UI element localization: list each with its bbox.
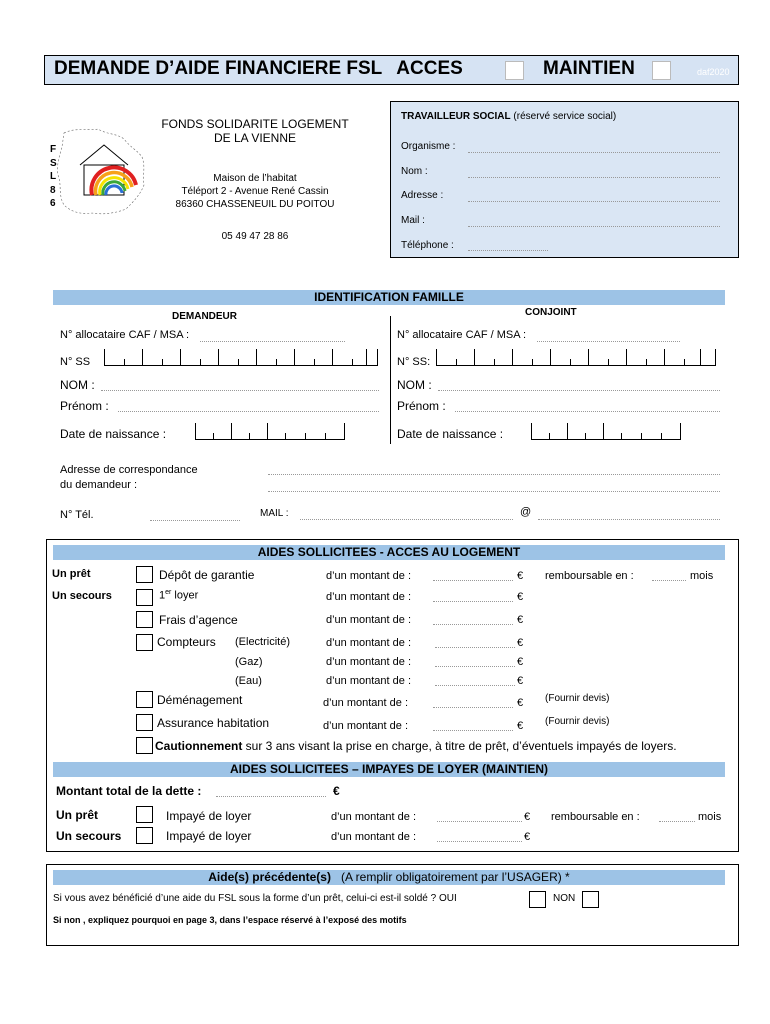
loyer-euro: €	[517, 591, 524, 603]
maintien-mois: mois	[698, 811, 722, 823]
frais-montant-field[interactable]	[433, 624, 513, 625]
acces-band: AIDES SOLLICITEES - ACCES AU LOGEMENT	[53, 545, 725, 560]
social-nom-field[interactable]	[468, 177, 720, 178]
eau-montant-field[interactable]	[435, 685, 515, 686]
tel-label: N° Tél.	[60, 509, 94, 521]
acces-checkbox[interactable]	[505, 61, 524, 80]
demandeur-caf-field[interactable]	[200, 341, 345, 342]
mail-label-2: MAIL :	[260, 508, 289, 519]
maintien-band: AIDES SOLLICITEES – IMPAYES DE LOYER (MAINTIEN)	[53, 762, 725, 777]
adresse-field-1[interactable]	[268, 474, 720, 475]
organisme-label: Organisme :	[401, 141, 456, 152]
maintien-secours-label: Impayé de loyer	[166, 829, 252, 843]
demandeur-naissance-label: Date de naissance :	[60, 427, 167, 441]
maintien-secours-checkbox[interactable]	[136, 827, 153, 844]
maintien-mois-field[interactable]	[659, 821, 695, 822]
assurance-euro: €	[517, 720, 524, 732]
demenagement-montant-field[interactable]	[433, 707, 513, 708]
conjoint-naissance-field[interactable]	[531, 423, 681, 440]
conjoint-caf-label: N° allocataire CAF / MSA :	[397, 329, 527, 341]
demandeur-heading: DEMANDEUR	[172, 311, 237, 322]
assurance-label: Assurance habitation	[157, 716, 270, 730]
total-dette-label: Montant total de la dette :	[56, 784, 202, 798]
maintien-pret-checkbox[interactable]	[136, 806, 153, 823]
precedentes-band: Aide(s) précédente(s) (A remplir obligatoirement par l’USAGER) *	[53, 870, 725, 885]
column-divider	[390, 316, 391, 444]
maintien-secours-montant: d’un montant de :	[331, 831, 417, 843]
frais-checkbox[interactable]	[136, 611, 153, 628]
elec-label: (Electricité)	[235, 636, 291, 648]
demandeur-ss-field[interactable]	[104, 349, 378, 366]
demenagement-label: Déménagement	[157, 693, 243, 707]
elec-montant: d’un montant de :	[326, 637, 412, 649]
fsl-address-2: Téléport 2 - Avenue René Cassin	[181, 186, 329, 197]
maintien-remboursable: remboursable en :	[551, 811, 640, 823]
maintien-checkbox[interactable]	[652, 61, 671, 80]
adresse-field-2[interactable]	[268, 491, 720, 492]
demandeur-naissance-field[interactable]	[195, 423, 345, 440]
fsl-address-1: Maison de l’habitat	[213, 173, 297, 184]
depot-label: Dépôt de garantie	[159, 568, 255, 582]
social-adresse-field[interactable]	[468, 201, 720, 202]
fsl-name-2: DE LA VIENNE	[213, 131, 297, 145]
at-symbol: @	[520, 506, 532, 518]
gaz-montant-field[interactable]	[435, 666, 515, 667]
maintien-pret-montant-field[interactable]	[437, 821, 522, 822]
assurance-montant: d’un montant de :	[323, 720, 409, 732]
demandeur-prenom-field[interactable]	[118, 411, 379, 412]
mail-field[interactable]	[300, 519, 513, 520]
maintien-un-pret: Un prêt	[56, 808, 98, 822]
adresse-label-2: du demandeur :	[60, 479, 138, 491]
acces-un-secours: Un secours	[52, 590, 112, 602]
social-mail-field[interactable]	[468, 226, 720, 227]
cautionnement-checkbox[interactable]	[136, 737, 153, 754]
assurance-checkbox[interactable]	[136, 714, 153, 731]
cautionnement-label: Cautionnement sur 3 ans visant la prise en charge, à titre de prêt, d’éventuels impayés de loyers.	[155, 739, 677, 753]
depot-montant-field[interactable]	[433, 580, 513, 581]
depot-euro: €	[517, 570, 524, 582]
compteurs-checkbox[interactable]	[136, 634, 153, 651]
conjoint-prenom-label: Prénom :	[397, 399, 446, 413]
identification-band: IDENTIFICATION FAMILLE	[53, 290, 725, 305]
maintien-un-secours: Un secours	[56, 829, 122, 843]
eau-montant: d’un montant de :	[326, 675, 412, 687]
demenagement-checkbox[interactable]	[136, 691, 153, 708]
logo-letters: F S L 8 6	[50, 144, 57, 209]
oui-checkbox[interactable]	[529, 891, 546, 908]
adresse-label: Adresse :	[401, 190, 444, 201]
demandeur-nom-label: NOM :	[60, 378, 95, 392]
conjoint-ss-field[interactable]	[436, 349, 716, 366]
gaz-euro: €	[517, 656, 524, 668]
depot-montant: d’un montant de :	[326, 570, 412, 582]
loyer-montant: d’un montant de :	[326, 591, 412, 603]
depot-remboursable: remboursable en :	[545, 570, 634, 582]
fsl-phone: 05 49 47 28 86	[221, 231, 289, 242]
elec-montant-field[interactable]	[435, 647, 515, 648]
non-checkbox[interactable]	[582, 891, 599, 908]
acces-un-pret: Un prêt	[52, 568, 91, 580]
depot-mois: mois	[690, 570, 714, 582]
fsl-logo	[46, 125, 156, 220]
conjoint-prenom-field[interactable]	[455, 411, 720, 412]
elec-euro: €	[517, 637, 524, 649]
non-label: NON	[553, 893, 576, 904]
total-dette-euro: €	[333, 784, 340, 798]
form-code: daf2020	[697, 67, 730, 77]
mail-domain-field[interactable]	[538, 519, 720, 520]
frais-label: Frais d’agence	[159, 613, 238, 627]
maintien-pret-euro: €	[524, 811, 531, 823]
conjoint-nom-label: NOM :	[397, 378, 432, 392]
conjoint-nom-field[interactable]	[438, 390, 720, 391]
precedentes-question: Si vous avez bénéficié d’une aide du FSL sous la forme d’un prêt, celui-ci est-il soldé ? OUI	[53, 893, 457, 904]
demandeur-nom-field[interactable]	[101, 390, 379, 391]
demandeur-prenom-label: Prénom :	[60, 399, 109, 413]
maintien-pret-label: Impayé de loyer	[166, 809, 252, 823]
assurance-montant-field[interactable]	[433, 730, 513, 731]
loyer-montant-field[interactable]	[433, 601, 513, 602]
social-heading: TRAVAILLEUR SOCIAL (réservé service social)	[401, 111, 617, 122]
conjoint-naissance-label: Date de naissance :	[397, 427, 504, 441]
demenagement-montant: d’un montant de :	[323, 697, 409, 709]
frais-montant: d’un montant de :	[326, 614, 412, 626]
gaz-montant: d’un montant de :	[326, 656, 412, 668]
adresse-label-1: Adresse de correspondance	[60, 464, 198, 476]
assurance-devis: (Fournir devis)	[545, 716, 610, 727]
demenagement-devis: (Fournir devis)	[545, 693, 610, 704]
maintien-label: MAINTIEN	[543, 58, 635, 79]
form-title: DEMANDE D’AIDE FINANCIERE FSL ACCES	[54, 58, 463, 79]
conjoint-heading: CONJOINT	[525, 307, 577, 318]
frais-euro: €	[517, 614, 524, 626]
organisme-field[interactable]	[468, 152, 720, 153]
fsl-address-3: 86360 CHASSENEUIL DU POITOU	[175, 199, 335, 210]
conjoint-ss-label: N° SS:	[397, 356, 431, 368]
maintien-secours-euro: €	[524, 831, 531, 843]
gaz-label: (Gaz)	[235, 656, 263, 668]
conjoint-caf-field[interactable]	[537, 341, 680, 342]
loyer-checkbox[interactable]	[136, 589, 153, 606]
compteurs-label: Compteurs	[157, 635, 216, 649]
mail-label: Mail :	[401, 215, 425, 226]
tel-field[interactable]	[150, 520, 240, 521]
maintien-pret-montant: d’un montant de :	[331, 811, 417, 823]
depot-mois-field[interactable]	[652, 580, 686, 581]
fsl-name: FONDS SOLIDARITE LOGEMENT	[161, 117, 349, 131]
telephone-label: Téléphone :	[401, 240, 454, 251]
total-dette-field[interactable]	[216, 796, 326, 797]
loyer-label: 1er loyer	[159, 589, 199, 602]
social-worker-box	[390, 101, 739, 258]
social-telephone-field[interactable]	[468, 250, 548, 251]
demandeur-caf-label: N° allocataire CAF / MSA :	[60, 329, 190, 341]
eau-label: (Eau)	[235, 675, 262, 687]
depot-checkbox[interactable]	[136, 566, 153, 583]
nom-label: Nom :	[401, 166, 428, 177]
maintien-secours-montant-field[interactable]	[437, 841, 522, 842]
demandeur-ss-label: N° SS	[60, 356, 91, 368]
eau-euro: €	[517, 675, 524, 687]
demenagement-euro: €	[517, 697, 524, 709]
precedentes-explain: Si non , expliquez pourquoi en page 3, dans l’espace réservé à l’exposé des motifs	[53, 915, 407, 925]
